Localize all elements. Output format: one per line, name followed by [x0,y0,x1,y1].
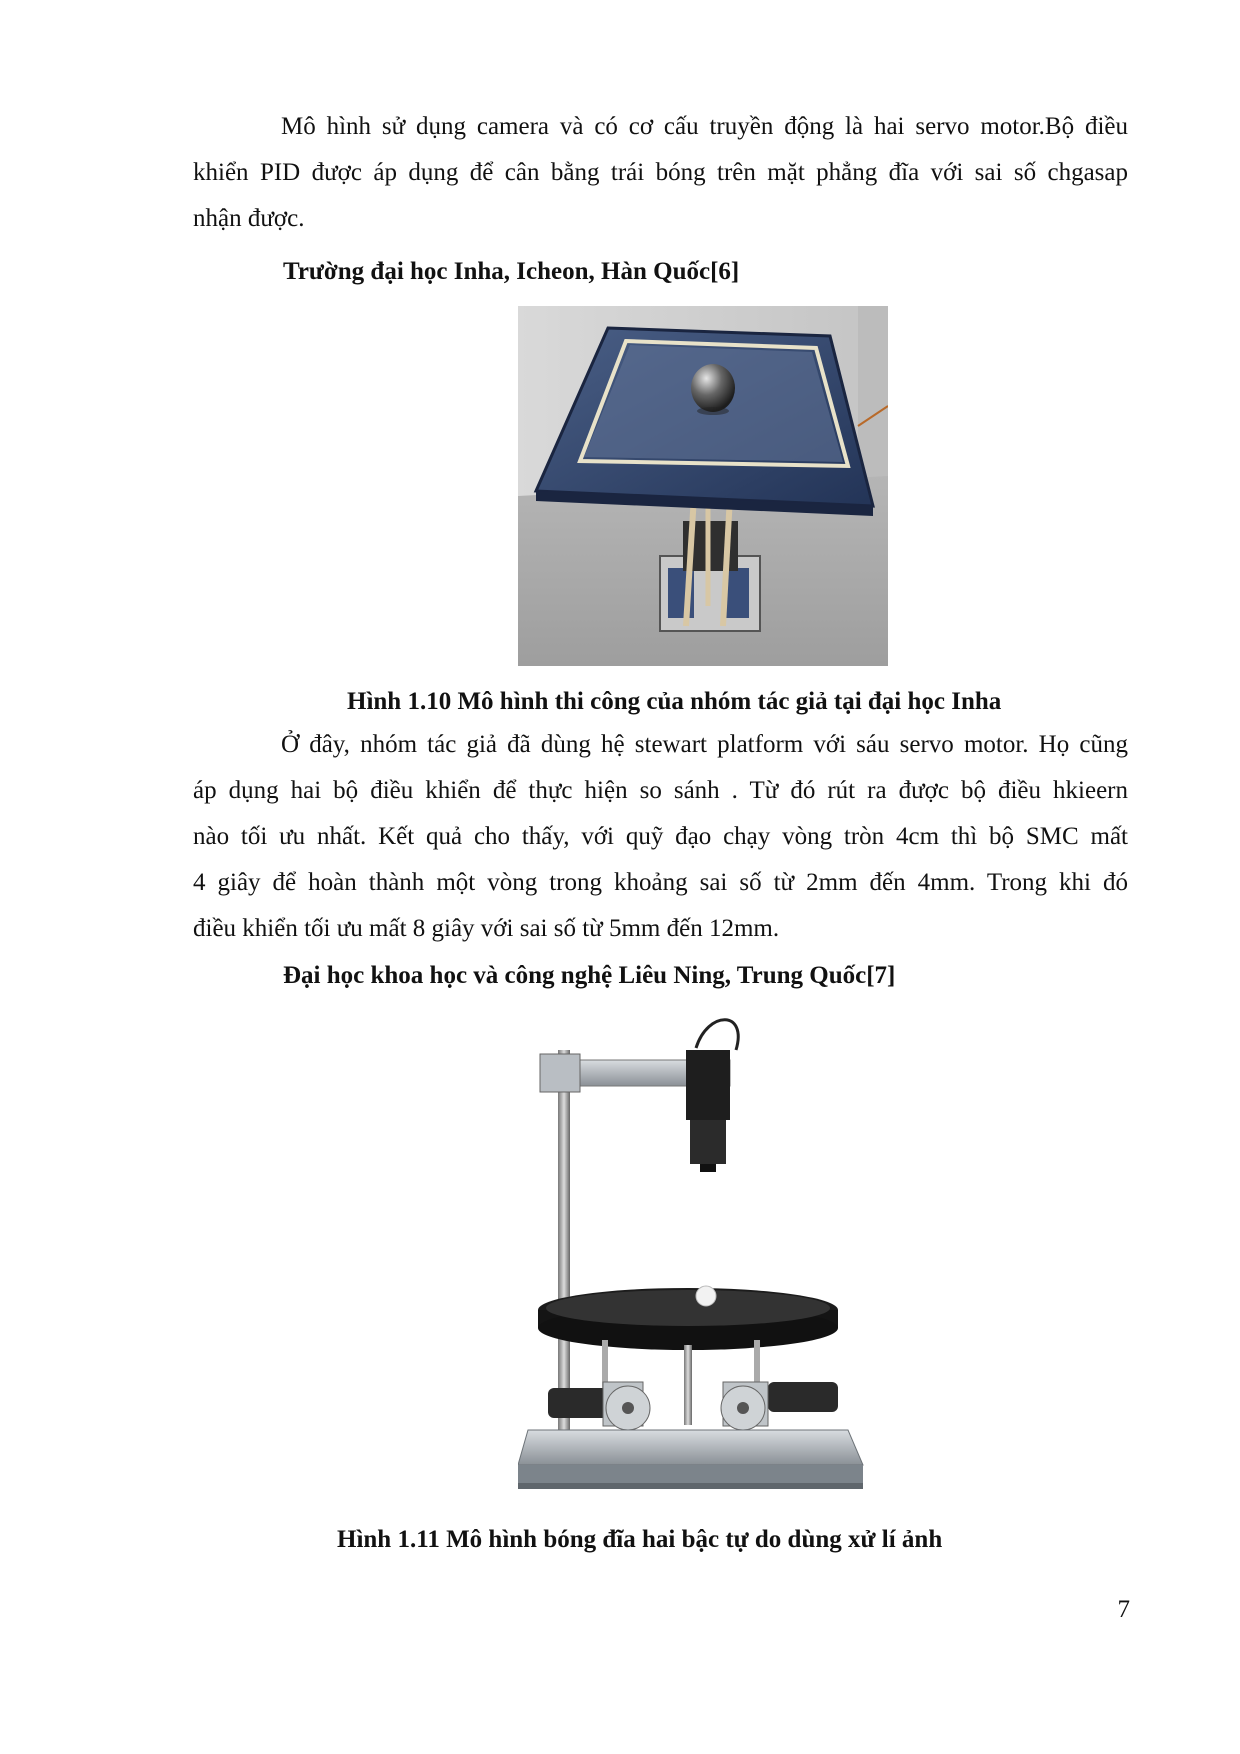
figure-inha-illustration [518,306,888,666]
figure-liaoning-ball-plate [518,1010,870,1505]
page-number: 7 [1117,1596,1130,1623]
figure-caption-1-10: Hình 1.10 Mô hình thi công của nhóm tác giả tại đại học Inha [347,688,1002,715]
paragraph-line: Ở đây, nhóm tác giả đã dùng hệ stewart platform với sáu servo motor. Họ cũng [281,731,1128,758]
figure-caption-1-11: Hình 1.11 Mô hình bóng đĩa hai bậc tự do dùng xử lí ảnh [337,1526,943,1553]
figure-inha-ball-plate [518,306,888,666]
figure-liaoning-illustration [518,1010,870,1505]
paragraph-inha-results [193,722,1128,952]
section-heading-liaoning: Đại học khoa học và công nghệ Liêu Ning, Trung Quốc[7] [283,962,896,989]
paragraph-line: 4 giây để hoàn thành một vòng trong khoảng sai số từ 2mm đến 4mm. Trong khi đó [193,869,1128,896]
paragraph-line: Mô hình sử dụng camera và có cơ cấu truyền động là hai servo motor.Bộ điều [281,113,1128,140]
paragraph-line: nào tối ưu nhất. Kết quả cho thấy, với quỹ đạo chạy vòng tròn 4cm thì bộ SMC mất [193,823,1128,850]
paragraph-line: khiển PID được áp dụng để cân bằng trái bóng trên mặt phẳng đĩa với sai số chgasap [193,159,1128,186]
paragraph-line: áp dụng hai bộ điều khiển để thực hiện so sánh . Từ đó rút ra được bộ điều hkieern [193,777,1128,804]
paragraph-line: điều khiển tối ưu mất 8 giây với sai số từ 5mm đến 12mm. [193,915,780,942]
section-heading-inha: Trường đại học Inha, Icheon, Hàn Quốc[6] [283,258,740,285]
paragraph-intro [193,104,1128,242]
paragraph-line: nhận được. [193,205,305,232]
